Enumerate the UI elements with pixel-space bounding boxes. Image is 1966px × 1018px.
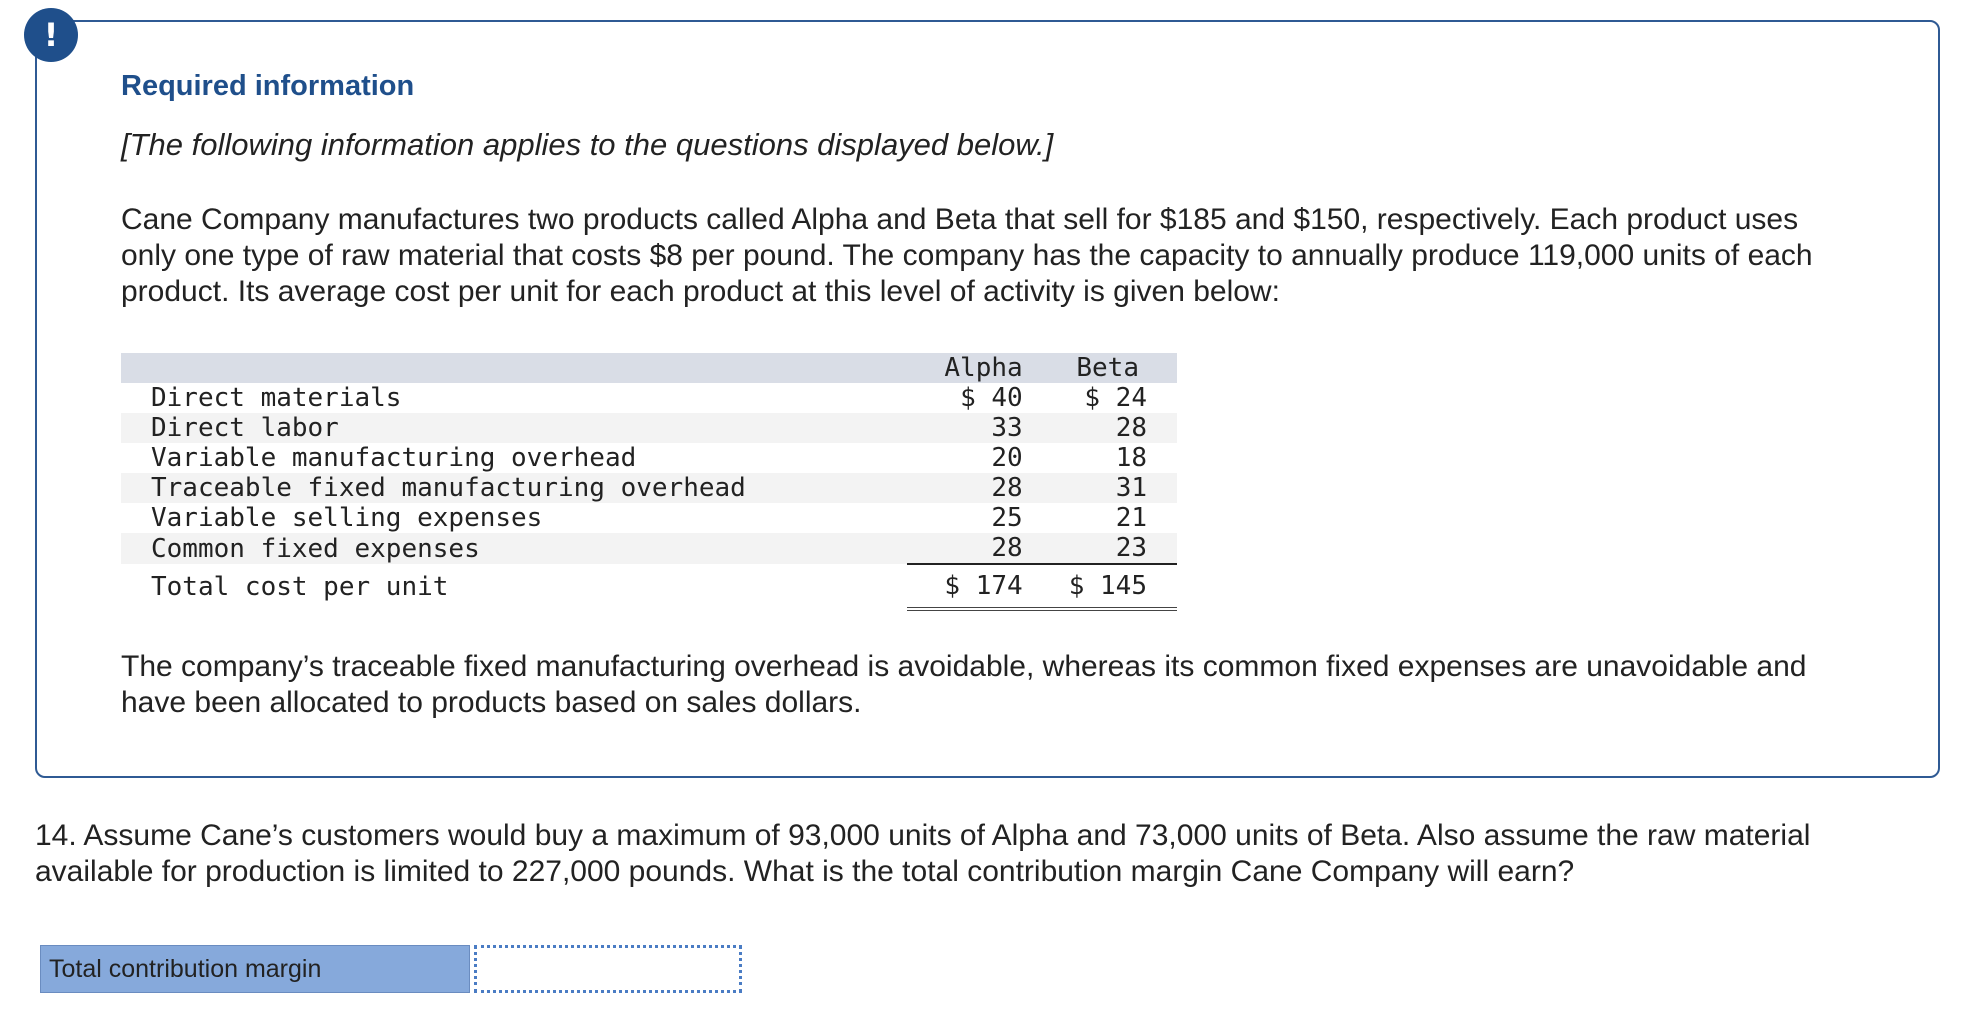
table-row [121, 533, 1177, 564]
beta-total-value: $ 145 [1068, 571, 1147, 601]
cost-per-unit-table [121, 353, 1177, 611]
intro-paragraph: Cane Company manufactures two products called Alpha and Beta that sell for $185 and $150, respectively. Each product uses only one type of raw material that costs $8 per pound. The company has the capacity to annually produce 119,000 units of each product. Its average cost per unit for each product at this level of activity is given below: [121, 203, 1813, 308]
table-row [121, 503, 1177, 533]
total-label: Total cost per unit [151, 571, 449, 602]
applies-note: [The following information applies to the questions displayed below.] [121, 127, 1054, 162]
beta-total-cell [1041, 564, 1177, 609]
table-row [121, 443, 1177, 473]
header-label-cell [121, 353, 907, 383]
header-alpha-text: Alpha [944, 353, 1023, 383]
row-label: Direct materials [151, 383, 402, 413]
alpha-value: 28 [991, 533, 1023, 563]
alpha-value: 25 [991, 503, 1023, 533]
beta-value: 28 [1115, 413, 1147, 443]
beta-cell [1041, 443, 1177, 473]
alpha-cell [907, 473, 1041, 503]
alpha-cell [907, 503, 1041, 533]
beta-cell [1041, 533, 1177, 564]
alpha-value: 33 [991, 413, 1023, 443]
alpha-cell [907, 383, 1041, 413]
alpha-cell [907, 443, 1041, 473]
beta-cell [1041, 473, 1177, 503]
overhead-note-paragraph: The company’s traceable fixed manufacturing overhead is avoidable, whereas its common fixed expenses are unavoidable and have been allocated to products based on sales dollars. [121, 650, 1807, 719]
beta-value: 21 [1115, 503, 1147, 533]
alpha-value: 20 [991, 443, 1023, 473]
table-header-row [121, 353, 1177, 383]
beta-value: 18 [1115, 443, 1147, 473]
alpha-value: 28 [991, 473, 1023, 503]
required-information-title: Required information [121, 70, 415, 102]
alpha-cell [907, 533, 1041, 564]
beta-cell [1041, 503, 1177, 533]
row-label: Common fixed expenses [151, 533, 480, 564]
table-total-row [121, 564, 1177, 609]
header-beta-text: Beta [1076, 353, 1139, 383]
row-label: Variable manufacturing overhead [151, 443, 637, 473]
answer-label: Total contribution margin [40, 945, 470, 993]
header-alpha [907, 353, 1041, 383]
answer-row [40, 945, 742, 993]
beta-value: 31 [1115, 473, 1147, 503]
table-row [121, 413, 1177, 443]
alpha-value: $ 40 [960, 383, 1023, 413]
beta-value: $ 24 [1084, 383, 1147, 413]
total-contribution-margin-input[interactable] [474, 945, 742, 993]
row-label: Traceable fixed manufacturing overhead [151, 473, 746, 503]
alert-exclamation-icon: ! [24, 8, 78, 62]
row-label: Direct labor [151, 413, 339, 443]
beta-value: 23 [1115, 533, 1147, 563]
alpha-total-cell [907, 564, 1041, 609]
beta-cell [1041, 383, 1177, 413]
alpha-cell [907, 413, 1041, 443]
question-text: 14. Assume Cane’s customers would buy a maximum of 93,000 units of Alpha and 73,000 units of Beta. Also assume the raw material available for production is limited to 227,000 pounds. What is the total contribution margin Cane Company will earn? [35, 819, 1811, 888]
header-beta [1041, 353, 1177, 383]
table-row [121, 473, 1177, 503]
table-row [121, 383, 1177, 413]
row-label: Variable selling expenses [151, 503, 543, 533]
alpha-total-value: $ 174 [944, 571, 1023, 601]
beta-cell [1041, 413, 1177, 443]
